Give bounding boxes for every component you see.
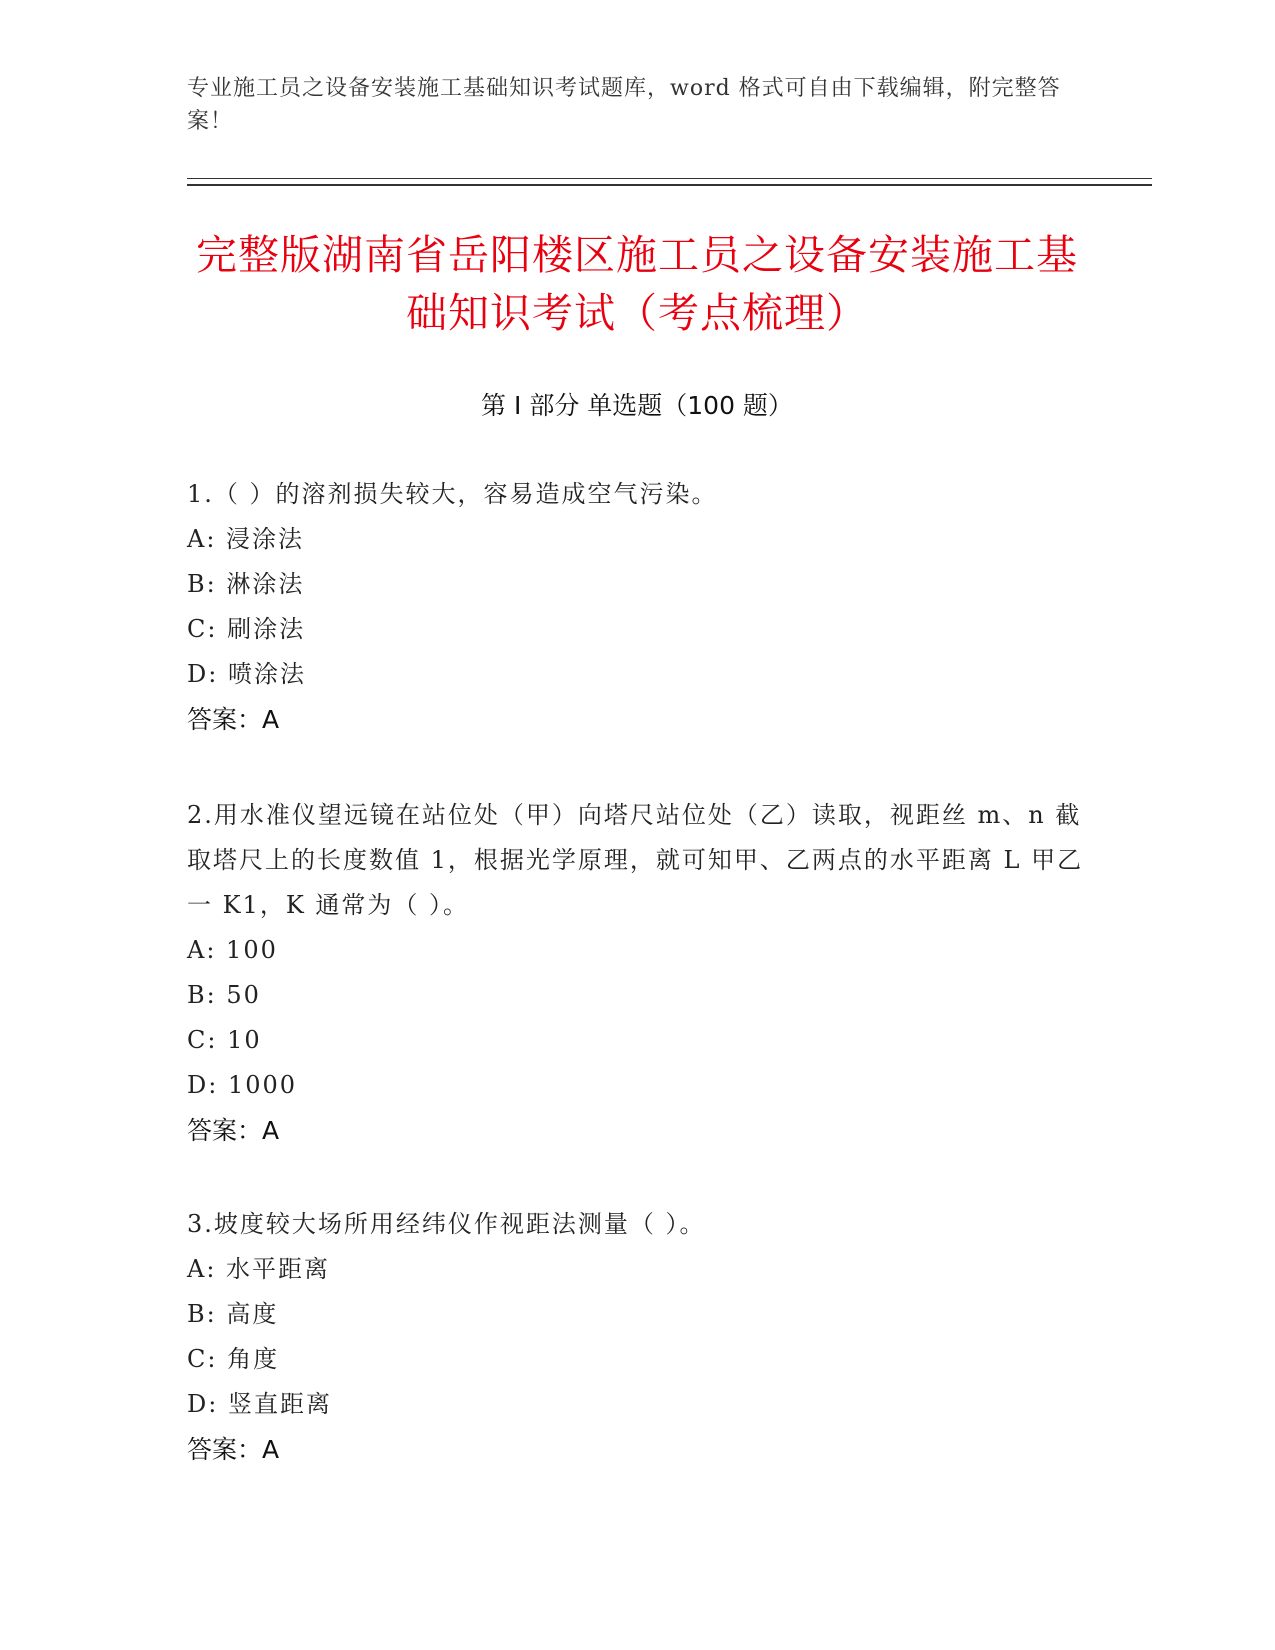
- question-3: [187, 1202, 1087, 1472]
- option-a: A: 浸涂法: [187, 525, 305, 553]
- option-b: B: 淋涂法: [187, 570, 305, 598]
- option-a: A: 水平距离: [187, 1255, 331, 1283]
- option-a: A: 100: [187, 936, 278, 964]
- answer: 答案：A: [187, 1435, 280, 1464]
- header-divider-thick: [187, 184, 1152, 186]
- option-d: D: 喷涂法: [187, 660, 306, 688]
- option-d: D: 1000: [187, 1071, 298, 1099]
- question-1: [187, 472, 1087, 742]
- option-c: C: 刷涂法: [187, 615, 306, 643]
- option-b: B: 高度: [187, 1300, 279, 1328]
- answer: 答案：A: [187, 1116, 280, 1145]
- option-c: C: 角度: [187, 1345, 280, 1373]
- option-c: C: 10: [187, 1026, 262, 1054]
- question-2: [187, 793, 1087, 1153]
- answer: 答案：A: [187, 705, 280, 734]
- question-stem: 1.（ ）的溶剂损失较大，容易造成空气污染。: [187, 480, 718, 508]
- option-d: D: 竖直距离: [187, 1390, 332, 1418]
- document-title: 完整版湖南省岳阳楼区施工员之设备安装施工基础知识考试（考点梳理）: [196, 231, 1078, 337]
- section-heading: 第 I 部分 单选题（100 题）: [481, 391, 793, 420]
- header-note: 专业施工员之设备安装施工基础知识考试题库，word 格式可自由下载编辑，附完整答案！: [187, 76, 1061, 134]
- header-divider-thin: [187, 178, 1152, 179]
- option-b: B: 50: [187, 981, 261, 1009]
- question-stem: 2.用水准仪望远镜在站位处（甲）向塔尺站位处（乙）读取，视距丝 m、n 截取塔尺上的长度数值 1，根据光学原理，就可知甲、乙两点的水平距离 L 甲乙一 K1，K 通常为（ ）。: [187, 801, 1084, 919]
- question-stem: 3.坡度较大场所用经纬仪作视距法测量（ ）。: [187, 1210, 706, 1238]
